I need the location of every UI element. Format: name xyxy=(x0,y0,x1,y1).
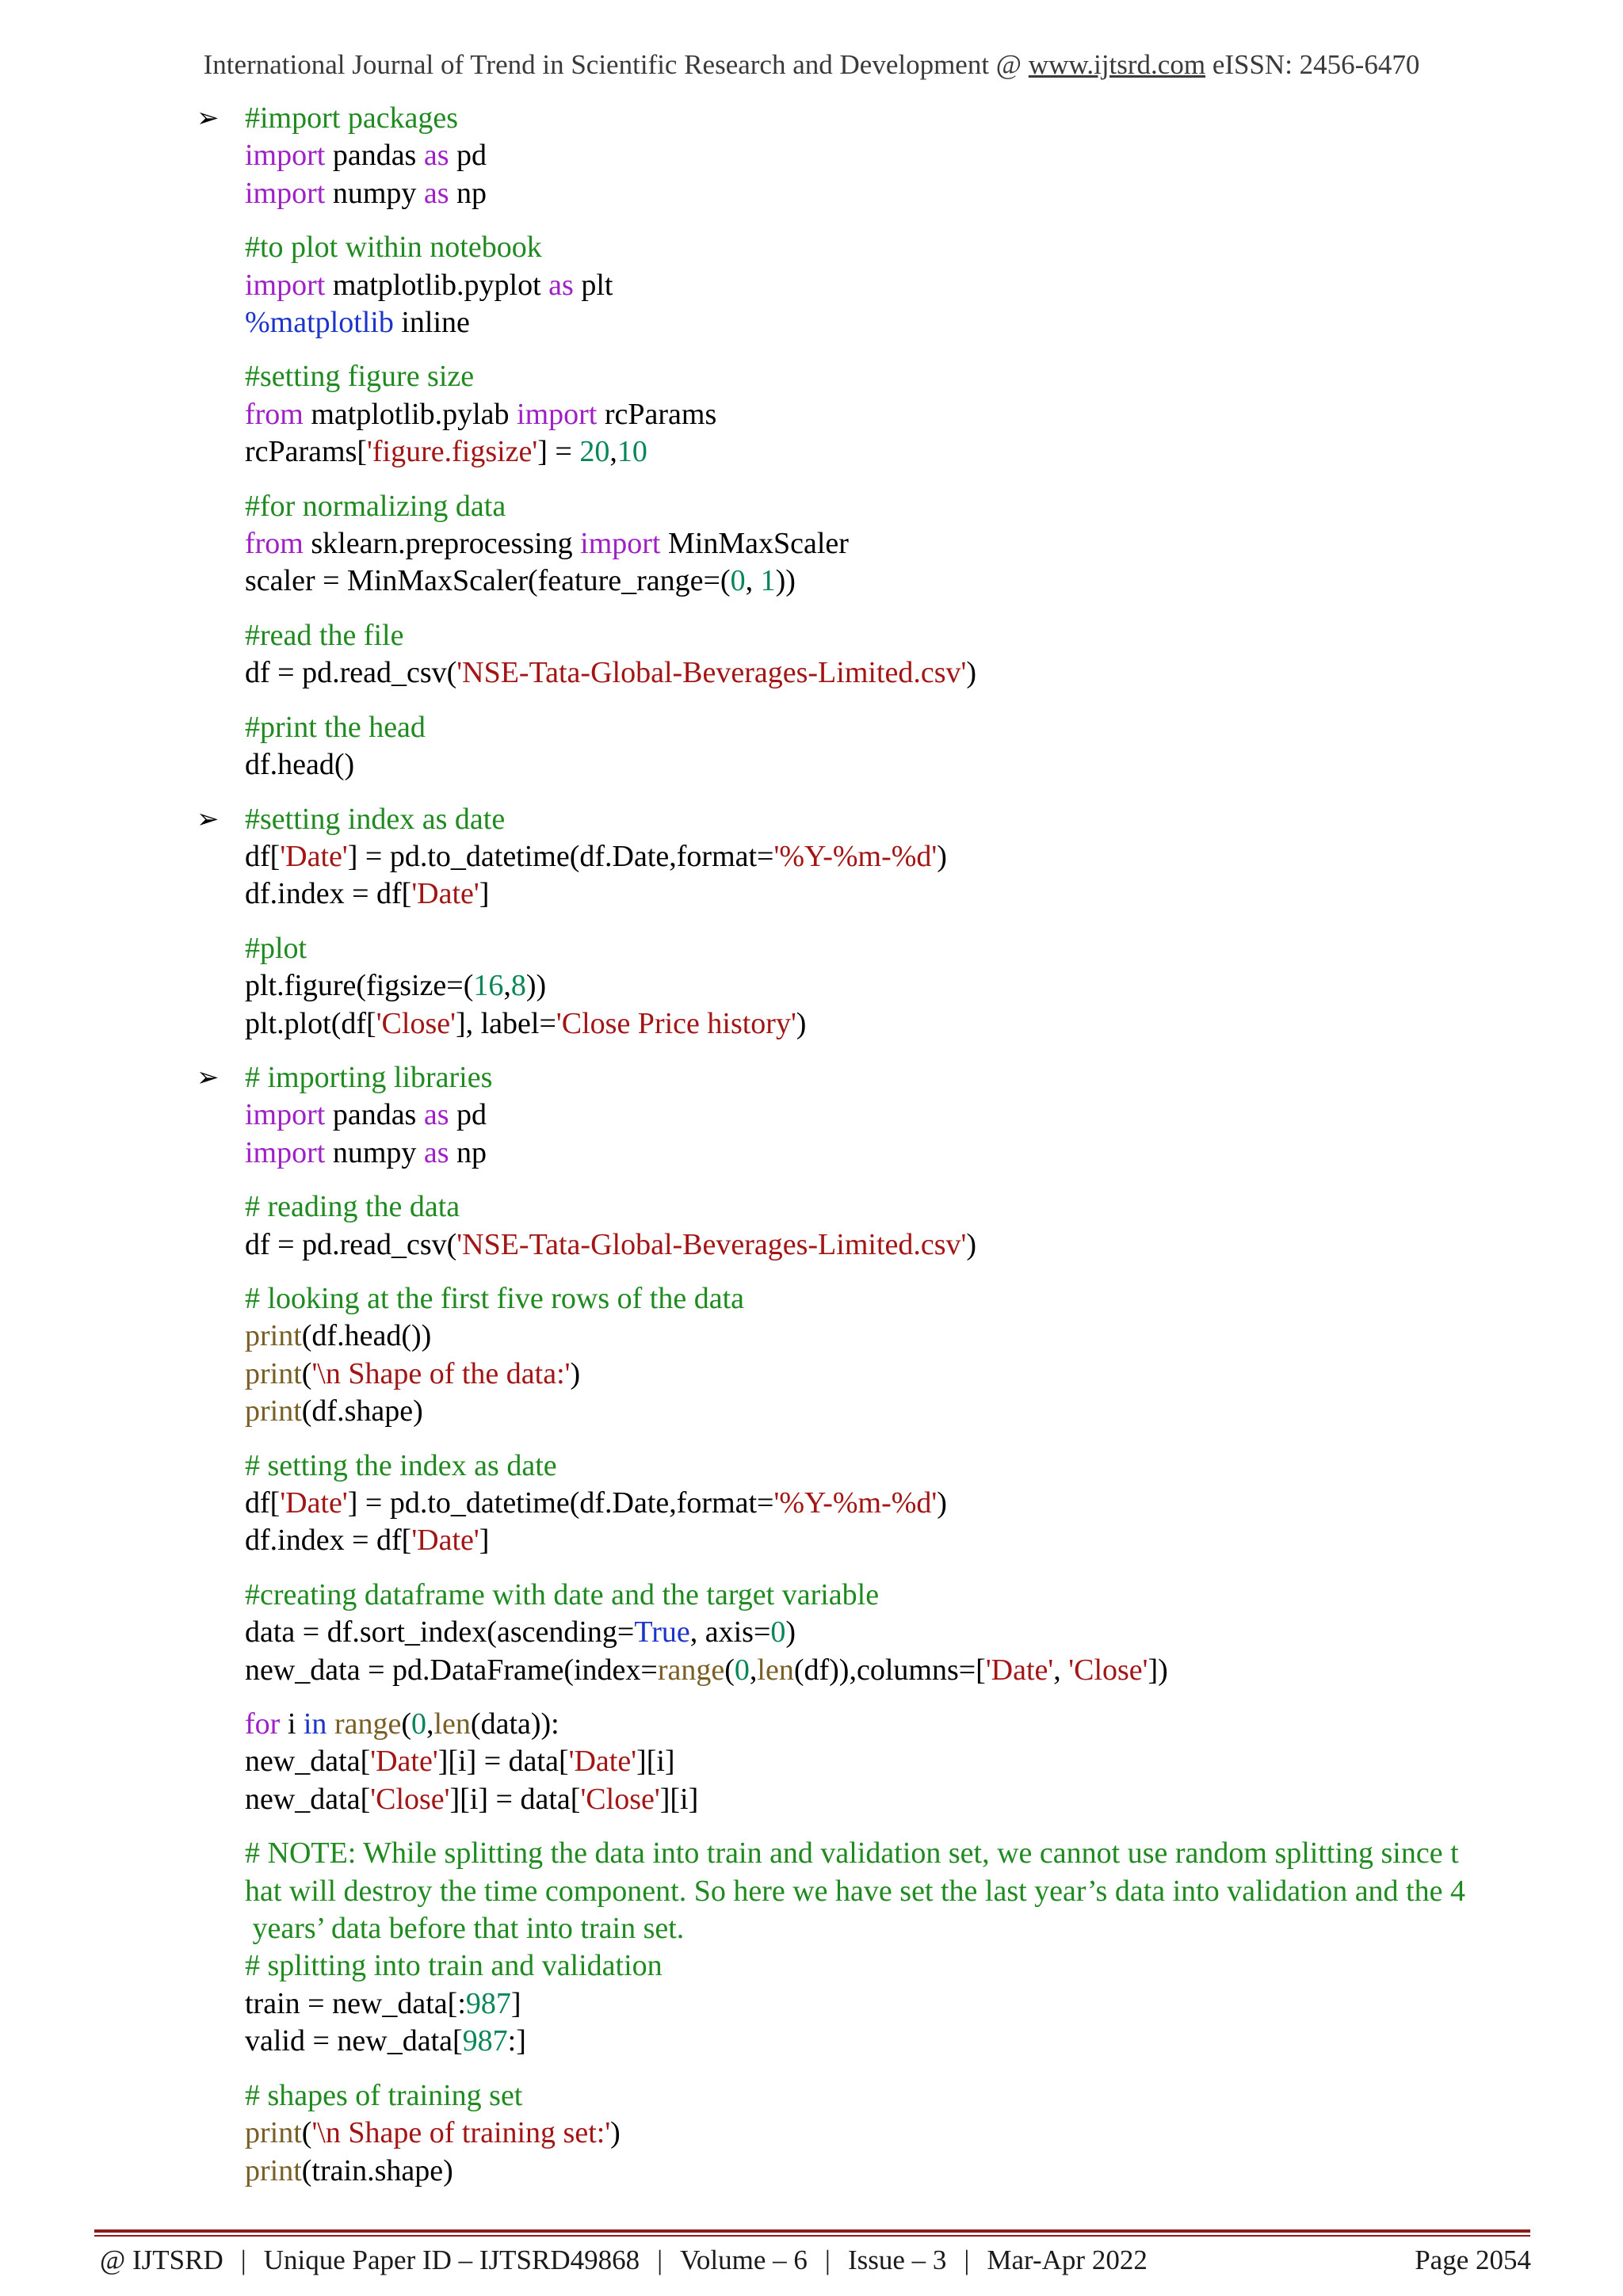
code-token: from xyxy=(245,397,304,431)
footer-volume: Volume – 6 xyxy=(680,2245,808,2275)
code-token: len xyxy=(757,1653,794,1687)
footer-separator: | xyxy=(964,2245,970,2275)
code-listing xyxy=(0,100,1623,2206)
code-token: (data)): xyxy=(470,1707,559,1741)
code-section xyxy=(0,100,1623,784)
code-token: import xyxy=(245,1135,326,1169)
code-line xyxy=(245,1985,1623,2023)
code-token: train = new_data[: xyxy=(245,1986,466,2020)
code-line xyxy=(245,1059,1623,1097)
code-token: ], label= xyxy=(455,1006,556,1040)
code-token: 0 xyxy=(770,1615,786,1650)
code-token: ( xyxy=(301,2116,312,2150)
code-token: matplotlib.pyplot xyxy=(325,268,549,302)
code-token: True xyxy=(634,1615,690,1650)
code-token: pandas xyxy=(325,139,424,173)
code-token: 'Date' xyxy=(280,839,348,873)
code-line xyxy=(245,1005,1623,1043)
code-token: pandas xyxy=(325,1098,424,1132)
code-block xyxy=(245,1447,1623,1560)
code-line xyxy=(245,1393,1623,1430)
code-token: import xyxy=(245,176,326,210)
code-token: # reading the data xyxy=(245,1190,460,1224)
code-token: np xyxy=(449,176,487,210)
code-line xyxy=(245,2153,1623,2190)
code-token: #setting index as date xyxy=(245,802,506,836)
code-section xyxy=(0,1059,1623,2190)
code-token: from xyxy=(245,527,304,561)
code-token: ) xyxy=(785,1615,796,1650)
code-token: print xyxy=(245,2153,302,2187)
code-line xyxy=(245,358,1623,395)
journal-header-issn: eISSN: 2456-6470 xyxy=(1205,49,1420,80)
code-token: np xyxy=(449,1135,487,1169)
code-line xyxy=(245,875,1623,913)
code-token: 10 xyxy=(617,435,647,469)
code-token: # NOTE: While splitting the data into train and validation set, we cannot use random splitting since t xyxy=(245,1836,1459,1871)
code-token: ]) xyxy=(1148,1653,1168,1687)
code-token: plt.plot(df[ xyxy=(245,1006,376,1040)
code-token: df = pd.read_csv( xyxy=(245,656,457,690)
bullet-arrow-icon: ➢ xyxy=(197,803,220,835)
footer-rule xyxy=(94,2229,1530,2233)
footer-separator: | xyxy=(240,2245,246,2275)
code-line xyxy=(245,1280,1623,1318)
code-token: scaler = MinMaxScaler(feature_range=( xyxy=(245,564,731,598)
code-token: , xyxy=(749,1653,758,1687)
code-token: 'Date' xyxy=(568,1745,637,1779)
code-token: as xyxy=(423,1098,449,1132)
code-block xyxy=(245,617,1623,692)
code-line xyxy=(245,1188,1623,1226)
code-line xyxy=(245,1706,1623,1743)
code-token: ) xyxy=(966,656,977,690)
code-token: len xyxy=(433,1707,471,1741)
journal-url-link[interactable]: www.ijtsrd.com xyxy=(1028,49,1206,80)
code-block xyxy=(245,1706,1623,1818)
footer-separator: | xyxy=(657,2245,663,2275)
journal-header xyxy=(0,48,1623,82)
code-token: 'Date' xyxy=(280,1486,348,1520)
code-token: pd xyxy=(449,1098,487,1132)
code-token: print xyxy=(245,1356,302,1390)
code-line xyxy=(245,175,1623,212)
code-line xyxy=(245,654,1623,692)
code-token: import xyxy=(245,139,326,173)
code-token: import xyxy=(580,527,661,561)
bullet-arrow-icon: ➢ xyxy=(197,102,220,134)
journal-header-title: International Journal of Trend in Scientific Research and Development @ xyxy=(203,49,1029,80)
code-line xyxy=(245,1947,1623,1985)
code-token: , xyxy=(745,564,761,598)
code-line xyxy=(245,1447,1623,1485)
code-token: 0 xyxy=(730,564,746,598)
code-token: df = pd.read_csv( xyxy=(245,1227,457,1261)
code-token: as xyxy=(423,139,449,173)
code-token: 'Close' xyxy=(370,1782,450,1816)
code-line xyxy=(245,137,1623,174)
code-token: # looking at the first five rows of the data xyxy=(245,1281,745,1315)
code-line xyxy=(245,1910,1623,1947)
code-block xyxy=(245,488,1623,601)
code-token: hat will destroy the time component. So here we have set the last year’s data into validation and the 4 xyxy=(245,1874,1465,1908)
footer-separator: | xyxy=(824,2245,831,2275)
code-token: 'NSE-Tata-Global-Beverages-Limited.csv' xyxy=(456,656,967,690)
code-token: numpy xyxy=(325,1135,424,1169)
code-token: '\n Shape of training set:' xyxy=(311,2116,611,2150)
code-line xyxy=(245,229,1623,266)
code-token: df[ xyxy=(245,839,281,873)
code-token: sklearn.preprocessing xyxy=(303,527,581,561)
code-token: new_data[ xyxy=(245,1782,371,1816)
code-token: MinMaxScaler xyxy=(660,527,849,561)
code-token: '\n Shape of the data:' xyxy=(311,1356,571,1390)
footer-left xyxy=(100,2242,1148,2279)
code-token: ][i] xyxy=(659,1782,699,1816)
code-token: import xyxy=(517,397,598,431)
code-token: as xyxy=(423,1135,449,1169)
code-block xyxy=(245,100,1623,212)
code-token: , xyxy=(1053,1653,1069,1687)
code-token: ) xyxy=(937,1486,947,1520)
code-token: 987 xyxy=(462,2024,508,2058)
code-line xyxy=(245,563,1623,600)
code-token: ] = pd.to_datetime(df.Date,format= xyxy=(347,1486,774,1520)
code-line xyxy=(245,709,1623,746)
code-line xyxy=(245,2077,1623,2115)
code-block xyxy=(245,358,1623,471)
code-token: data = df.sort_index(ascending= xyxy=(245,1615,635,1650)
footer-paper-id: Unique Paper ID – IJTSRD49868 xyxy=(263,2245,640,2275)
code-block xyxy=(245,229,1623,341)
code-token: 'Close Price history' xyxy=(556,1006,796,1040)
code-token: ) xyxy=(610,2116,621,2150)
code-token: valid = new_data[ xyxy=(245,2024,463,2058)
code-block xyxy=(245,1577,1623,1689)
code-token: df.index = df[ xyxy=(245,1524,412,1558)
footer-copyright: @ IJTSRD xyxy=(100,2245,223,2275)
code-token: 987 xyxy=(465,1986,511,2020)
code-token: # setting the index as date xyxy=(245,1448,557,1482)
code-token: ][i] = data[ xyxy=(437,1745,569,1779)
code-token: ][i] xyxy=(636,1745,675,1779)
code-token: #print the head xyxy=(245,710,426,744)
code-token: , xyxy=(609,435,617,469)
code-token: rcParams xyxy=(597,397,717,431)
code-token: ] xyxy=(479,877,490,911)
code-line xyxy=(245,1318,1623,1355)
code-line xyxy=(245,617,1623,654)
footer-issue: Issue – 3 xyxy=(847,2245,947,2275)
code-token: 20 xyxy=(579,435,610,469)
code-token: as xyxy=(423,176,449,210)
code-line xyxy=(245,2115,1623,2152)
code-line xyxy=(245,1485,1623,1522)
code-token: ( xyxy=(724,1653,735,1687)
code-token: 'Close' xyxy=(1068,1653,1148,1687)
code-token: 'Date' xyxy=(370,1745,438,1779)
code-token: # splitting into train and validation xyxy=(245,1949,663,1983)
code-token: ) xyxy=(570,1356,581,1390)
code-token: #creating dataframe with date and the target variable xyxy=(245,1577,880,1611)
code-token: print xyxy=(245,1319,302,1353)
code-token: #setting figure size xyxy=(245,360,475,394)
code-block xyxy=(245,1188,1623,1264)
code-token: #read the file xyxy=(245,618,404,652)
code-line xyxy=(245,1743,1623,1780)
code-line xyxy=(245,304,1623,341)
code-token: print xyxy=(245,1394,302,1428)
code-token: plt.figure(figsize=( xyxy=(245,969,474,1003)
code-line xyxy=(245,267,1623,304)
code-token: :] xyxy=(507,2024,526,2058)
code-line xyxy=(245,1835,1623,1872)
code-token: 'NSE-Tata-Global-Beverages-Limited.csv' xyxy=(456,1227,967,1261)
code-token: ] = pd.to_datetime(df.Date,format= xyxy=(347,839,774,873)
code-token: '%Y-%m-%d' xyxy=(773,1486,938,1520)
code-token: new_data = pd.DataFrame(index= xyxy=(245,1653,658,1687)
code-token: 'Date' xyxy=(411,1524,479,1558)
footer-rule-thin xyxy=(94,2235,1530,2237)
code-token: 8 xyxy=(510,969,526,1003)
code-line xyxy=(245,1522,1623,1559)
code-token: )) xyxy=(775,564,796,598)
code-token: (train.shape) xyxy=(301,2153,453,2187)
code-token: # shapes of training set xyxy=(245,2078,523,2112)
code-block xyxy=(245,1280,1623,1431)
code-line xyxy=(245,1226,1623,1264)
footer-page-number: Page 2054 xyxy=(1415,2245,1531,2275)
code-line xyxy=(245,396,1623,433)
code-block xyxy=(245,709,1623,784)
code-token: import xyxy=(245,268,326,302)
code-token: %matplotlib xyxy=(245,306,394,340)
bullet-arrow-icon: ➢ xyxy=(197,1061,220,1093)
code-token: 0 xyxy=(411,1707,426,1741)
code-token: 16 xyxy=(473,969,504,1003)
code-token: print xyxy=(245,2116,302,2150)
code-line xyxy=(245,100,1623,137)
code-line xyxy=(245,1135,1623,1172)
code-line xyxy=(245,930,1623,967)
code-token: pd xyxy=(449,139,487,173)
code-line xyxy=(245,967,1623,1005)
code-token: df.head() xyxy=(245,748,355,782)
code-token: rcParams[ xyxy=(245,435,368,469)
code-token: (df)),columns=[ xyxy=(793,1653,986,1687)
code-token: #to plot within notebook xyxy=(245,231,542,265)
code-token xyxy=(327,1707,334,1741)
code-token: i xyxy=(280,1707,304,1741)
code-token: df[ xyxy=(245,1486,281,1520)
code-block xyxy=(245,930,1623,1043)
code-token: df.index = df[ xyxy=(245,877,412,911)
code-token: #for normalizing data xyxy=(245,489,506,523)
code-token: import xyxy=(245,1098,326,1132)
code-token: new_data[ xyxy=(245,1745,371,1779)
code-token: # importing libraries xyxy=(245,1060,493,1094)
code-line xyxy=(245,1614,1623,1651)
code-token: as xyxy=(548,268,574,302)
code-token: ) xyxy=(966,1227,977,1261)
footer-date: Mar-Apr 2022 xyxy=(987,2245,1148,2275)
code-block xyxy=(245,2077,1623,2190)
code-token: #plot xyxy=(245,931,307,965)
code-token: )) xyxy=(525,969,547,1003)
code-token: ] xyxy=(479,1524,490,1558)
code-token: range xyxy=(657,1653,725,1687)
code-line xyxy=(245,433,1623,471)
code-token: matplotlib.pylab xyxy=(303,397,517,431)
code-line xyxy=(245,488,1623,525)
code-block xyxy=(245,1059,1623,1172)
code-token: ][i] = data[ xyxy=(449,1782,581,1816)
code-token: for xyxy=(245,1707,281,1741)
code-token: 1 xyxy=(760,564,776,598)
code-token: ) xyxy=(937,839,947,873)
code-token: years’ data before that into train set. xyxy=(245,1912,685,1946)
code-line xyxy=(245,1873,1623,1910)
code-line xyxy=(245,746,1623,784)
code-section xyxy=(0,801,1623,1043)
code-token: (df.shape) xyxy=(301,1394,423,1428)
code-line xyxy=(245,1652,1623,1689)
code-token: , xyxy=(503,969,511,1003)
code-token: plt xyxy=(573,268,613,302)
code-token: 0 xyxy=(734,1653,750,1687)
code-token: ] xyxy=(510,1986,521,2020)
code-line xyxy=(245,801,1623,838)
code-token: ) xyxy=(796,1006,807,1040)
code-token: (df.head()) xyxy=(301,1319,432,1353)
code-token: ( xyxy=(301,1356,312,1390)
code-block xyxy=(245,801,1623,913)
code-line xyxy=(245,1097,1623,1134)
code-line xyxy=(245,2023,1623,2060)
code-token: , xyxy=(426,1707,434,1741)
code-token: in xyxy=(303,1707,327,1741)
code-token: 'Close' xyxy=(376,1006,456,1040)
code-token: ] = xyxy=(537,435,580,469)
code-token: ( xyxy=(401,1707,411,1741)
code-line xyxy=(245,1781,1623,1818)
code-token: , axis= xyxy=(689,1615,771,1650)
code-token: 'Close' xyxy=(580,1782,660,1816)
code-token: 'Date' xyxy=(411,877,479,911)
code-token: '%Y-%m-%d' xyxy=(773,839,938,873)
code-block xyxy=(245,1835,1623,2060)
code-token: #import packages xyxy=(245,101,459,135)
code-line xyxy=(245,838,1623,875)
code-line xyxy=(245,525,1623,563)
code-token: inline xyxy=(393,306,470,340)
code-token: numpy xyxy=(325,176,424,210)
code-line xyxy=(245,1577,1623,1614)
code-token: 'figure.figsize' xyxy=(367,435,538,469)
code-line xyxy=(245,1356,1623,1393)
code-token: 'Date' xyxy=(985,1653,1054,1687)
code-token: range xyxy=(334,1707,402,1741)
